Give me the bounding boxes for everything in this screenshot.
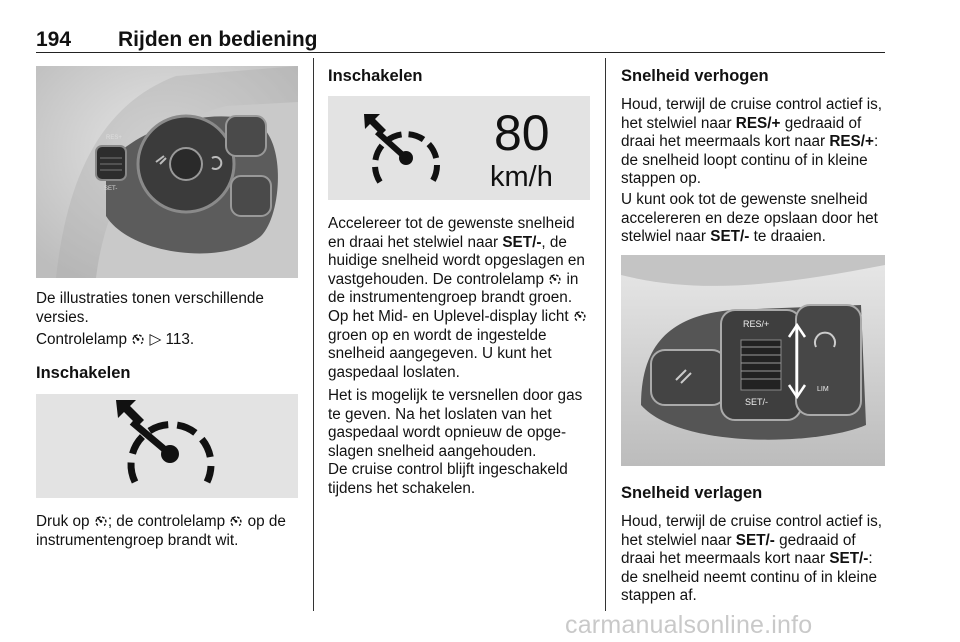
cruise-control-icon	[573, 309, 587, 323]
slow-down-text-a: Houd, terwijl de cruise control actief is, het stelwiel naar	[621, 513, 883, 549]
paragraph-shifting: De cruise control blijft ingeschakeld tijdens het schakelen.	[328, 461, 568, 497]
press-text-3: op de instrumentengroep brandt wit.	[36, 513, 286, 549]
section-heading-inschakelen: Inschakelen	[36, 364, 131, 382]
speed-up-text-c: gedraaid of draai het meermaals kort naar	[621, 114, 862, 151]
display-speed-unit: km/h	[490, 161, 553, 193]
press-text-1: Druk op	[36, 513, 90, 530]
cruise-control-symbol-illustration	[36, 394, 298, 498]
slow-down-text-c: gedraaid of draai het meermaals kort naar	[621, 531, 856, 568]
section-heading-speed-up: Snelheid verhogen	[621, 67, 769, 85]
controlelamp-label: Controlelamp	[36, 331, 127, 348]
press-instruction	[36, 513, 306, 550]
press-text-2: ; de controlelamp	[107, 513, 226, 530]
cruise-control-icon	[131, 332, 145, 346]
speed-up-text-e: : de snelheid loopt continu of in kleine stappen op.	[621, 133, 879, 188]
set-minus-wheel-label: SET/-	[745, 397, 769, 407]
paragraph-speed-up	[621, 96, 887, 189]
section-heading-inschakelen-2: Inschakelen	[328, 67, 423, 85]
slow-down-text-e: : de snelheid neemt continu of in kleine stappen af.	[621, 550, 877, 605]
res-plus-wheel-label: RES/+	[743, 319, 770, 329]
controlelamp-ref	[36, 331, 306, 350]
store-speed-text-c: te draaien.	[753, 228, 826, 246]
set-minus-label: SET/-	[502, 233, 542, 251]
cruise-control-icon	[548, 272, 562, 286]
cruise-control-icon	[94, 514, 108, 528]
page-header	[36, 28, 885, 53]
res-plus-label: RES/+	[829, 133, 874, 151]
accelerate-text-e: groen op en wordt de ingestelde snelheid aangegeven. U kunt het gaspedaal loslaten.	[328, 326, 552, 381]
paragraph-accelerate	[328, 215, 594, 382]
cruise-control-icon	[229, 514, 243, 528]
speed-display-illustration	[328, 96, 590, 200]
page-number: 194	[36, 28, 72, 51]
paragraph-throttle: Het is mogelijk te versnellen door gas te geven. Na het loslaten van het gaspedaal wordt opnieuw de opgeslagen snelheid aangehouden.	[328, 387, 583, 460]
res-plus-label: RES/+	[735, 114, 781, 132]
watermark: carmanualsonline.info	[565, 611, 813, 639]
set-minus-label: SET/-	[735, 531, 775, 549]
speed-up-text-a: Houd, terwijl de cruise control actief is, het stelwiel naar	[621, 96, 883, 132]
set-label: SET-	[104, 186, 118, 192]
accelerate-text-d: in de instrumentengroep brandt groen. Op het Mid- en Uplevel-display licht	[328, 270, 579, 325]
store-speed-text-a: U kunt ook tot de gewenste snelheid accelereren en deze opslaan door het stelwiel naar	[621, 191, 878, 246]
res-label: RES+	[106, 135, 122, 141]
paragraph-slow-down	[621, 513, 887, 606]
steering-wheel-illustration	[36, 66, 298, 278]
controlelamp-page-ref: 113.	[165, 331, 195, 348]
section-heading-slow-down: Snelheid verlagen	[621, 484, 763, 502]
paragraph-store-speed	[621, 191, 887, 247]
accelerate-text-a: Accelereer tot de gewenste snelheid en draai het stelwiel naar	[328, 215, 575, 251]
page-title: Rijden en bediening	[118, 28, 318, 51]
set-minus-label: SET/-	[829, 550, 869, 568]
accelerate-text-c: , de huidige snelheid wordt opgeslagen en vastgehouden. De controlelamp	[328, 233, 585, 288]
column-divider	[313, 58, 314, 611]
thumbwheel-illustration	[621, 255, 885, 466]
lim-wheel-label: LIM	[817, 386, 829, 393]
page-ref-arrow-icon: ▷	[149, 331, 162, 348]
display-speed-value: 80	[494, 105, 550, 161]
set-minus-label: SET/-	[710, 228, 750, 246]
column-divider	[605, 58, 606, 611]
caption-text: De illustraties tonen verschillende versies.	[36, 290, 264, 326]
